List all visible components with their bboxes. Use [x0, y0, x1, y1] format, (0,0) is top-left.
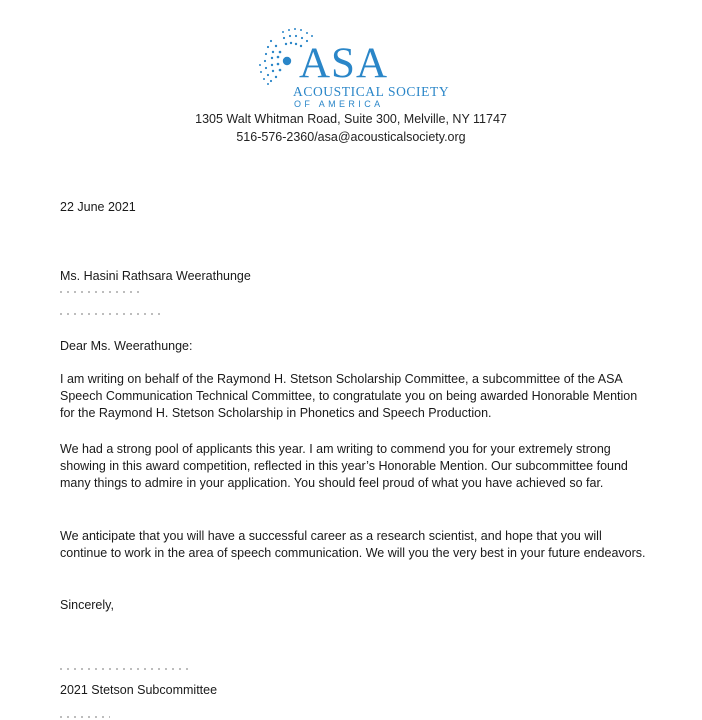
- letterhead-contact: 516-576-2360/asa@acousticalsociety.org: [236, 130, 466, 144]
- recipient-name: Ms. Hasini Rathsara Weerathunge: [60, 269, 251, 283]
- redacted-address-line: [60, 313, 165, 315]
- body-paragraph: I am writing on behalf of the Raymond H. Stetson Scholarship Committee, a subcommittee of the ASA Speech Communication Technical Committee, to congratulate you on being awarded Honorable Mention for the Raymond H. Stetson Scholarship in Phonetics and Speech Production.: [60, 372, 638, 420]
- letter-date: 22 June 2021: [60, 200, 136, 214]
- body-paragraph: We anticipate that you will have a successful career as a research scientist, and hope that you will continue to work in the area of speech communication. We will you the very best in your future endeavors.: [60, 529, 646, 560]
- letterhead: [0, 22, 702, 152]
- salutation: Dear Ms. Weerathunge:: [60, 339, 193, 353]
- letterhead-address: 1305 Walt Whitman Road, Suite 300, Melville, NY 11747: [195, 112, 507, 126]
- redacted-line: [60, 716, 110, 718]
- signature-title: 2021 Stetson Subcommittee: [60, 683, 218, 697]
- logo-org-name-sub: OF AMERICA: [294, 99, 384, 109]
- redacted-address-line: [60, 291, 140, 293]
- asa-logo: [256, 22, 456, 108]
- body-paragraph: We had a strong pool of applicants this year. I am writing to commend you for your extremely strong showing in this award competition, reflected in this year’s Honorable Mention. Our subcommittee found many things to admire in your application. You should feel proud of what you have achieved so far.: [60, 442, 628, 490]
- logo-org-name: ACOUSTICAL SOCIETY: [293, 84, 450, 99]
- logo-wordmark: ASA: [299, 40, 389, 87]
- closing: Sincerely,: [60, 598, 114, 612]
- redacted-signature: [60, 668, 188, 670]
